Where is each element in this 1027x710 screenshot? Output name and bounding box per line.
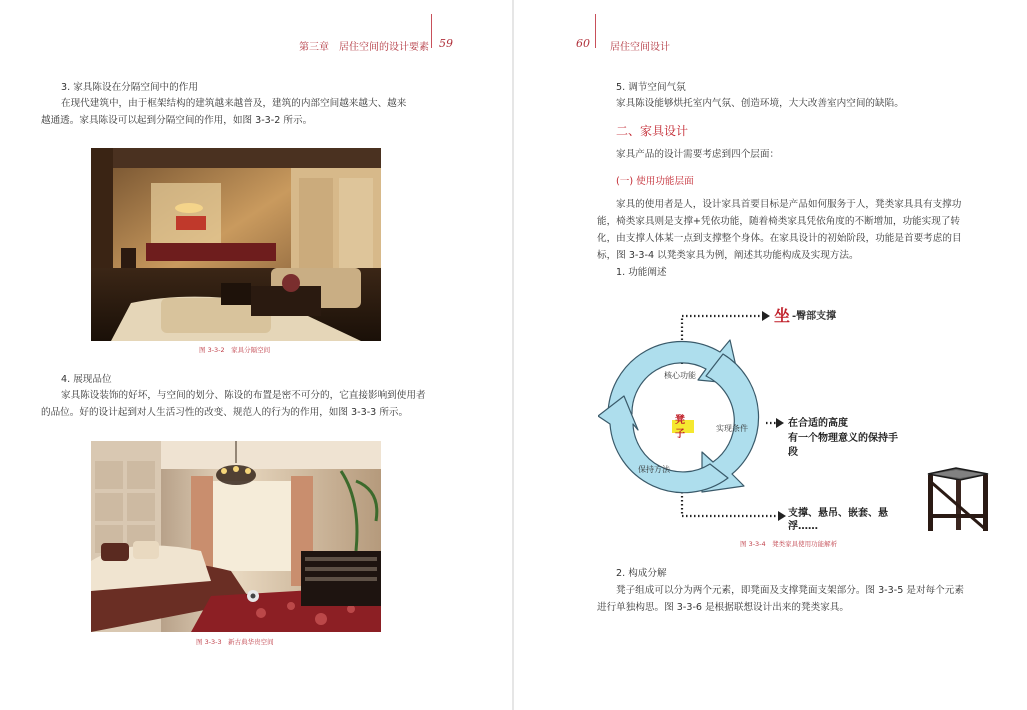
item3-line2: 越通透。家具陈设可以起到分隔空间的作用，如图 3-3-2 所示。 [41,115,313,126]
living-room-image [91,148,381,341]
item3-title: 3. 家具陈设在分隔空间中的作用 [61,82,198,93]
right-header-divider [595,14,596,48]
diagram-bottom-line2: 浮…… [788,521,818,532]
connector-bottom [682,492,778,516]
item4-title: 4. 展现品位 [61,374,112,385]
subsection-title-function: (一) 使用功能层面 [616,176,694,187]
center-label-line1: 凳 [675,415,685,426]
stool-illustration [928,468,988,531]
intro-text: 家具产品的设计需要考虑到四个层面： [616,149,780,160]
diagram-mid-line1: 在合适的高度 [788,418,848,429]
right-page [514,0,1027,710]
para2-line1: 凳子组成可以分为两个元素，即凳面及支撑凳面支架部分。图 3-3-5 是对每个元素 [616,585,964,596]
point2-title: 2. 构成分解 [616,568,667,579]
left-page-number: 59 [439,37,453,50]
arc-label-condition: 实现条件 [716,424,748,433]
diagram-mid-line2: 有一个物理意义的保持手 [788,433,898,444]
para-line2: 能，椅类家具则是支撑+凭依功能，随着椅类家具凭依角度的不断增加，功能实现了转 [597,216,961,227]
diagram-mid-line3: 段 [788,447,798,458]
para-line1: 家具的使用者是人，设计家具首要目标是产品如何服务于人，凳类家具具有支撑功 [616,199,962,210]
section-title-furniture-design: 二、家具设计 [616,124,689,138]
figure-3-3-3-caption: 图 3-3-3 新古典华贵空间 [196,638,274,646]
bedroom-photo [91,441,381,632]
diagram-top-rest: -臀部支撑 [792,311,837,322]
bedroom-image [91,441,381,632]
item5-line1: 家具陈设能够烘托室内气氛、创造环境，大大改善室内空间的缺陷。 [616,98,904,109]
arc-label-method: 保持方法 [638,465,670,474]
point1-title: 1. 功能阐述 [616,267,667,278]
item4-line1: 家具陈设装饰的好坏，与空间的划分、陈设的布置是密不可分的，它直接影响到使用者 [61,390,426,401]
right-header-title: 居住空间设计 [610,42,670,53]
arc-label-core: 核心功能 [664,371,696,380]
left-header-chapter: 第三章 居住空间的设计要素 [299,42,429,53]
left-page [0,0,512,710]
para-line4: 标，图 3-3-4 以凳类家具为例，阐述其功能构成及实现方法。 [597,250,859,261]
diagram-top-big-char: 坐 [774,306,791,325]
item4-line2: 的品位。好的设计起到对人生活习性的改变、规范人的行为的作用，如图 3-3-3 所示。 [41,407,409,418]
left-header-divider [431,14,432,48]
figure-3-3-2-caption: 图 3-3-2 家具分隔空间 [199,346,271,354]
figure-3-3-4-caption: 图 3-3-4 凳类家具使用功能解析 [740,540,838,548]
para-line3: 化，由支撑人体某一点到支撑整个身体。在家具设计的初始阶段，功能是首要考虑的目 [597,233,962,244]
right-page-number: 60 [576,37,590,50]
item5-title: 5. 调节空间气氛 [616,82,686,93]
stool-function-diagram [598,296,998,540]
center-label-line2: 子 [675,429,685,440]
para2-line2: 进行单独构思。图 3-3-6 是根据联想设计出来的凳类家具。 [597,602,849,613]
living-room-photo [91,148,381,341]
diagram-bottom-line1: 支撑、悬吊、嵌套、悬 [788,508,888,519]
item3-line1: 在现代建筑中，由于框架结构的建筑越来越普及，建筑的内部空间越来越大、越来 [61,98,407,109]
